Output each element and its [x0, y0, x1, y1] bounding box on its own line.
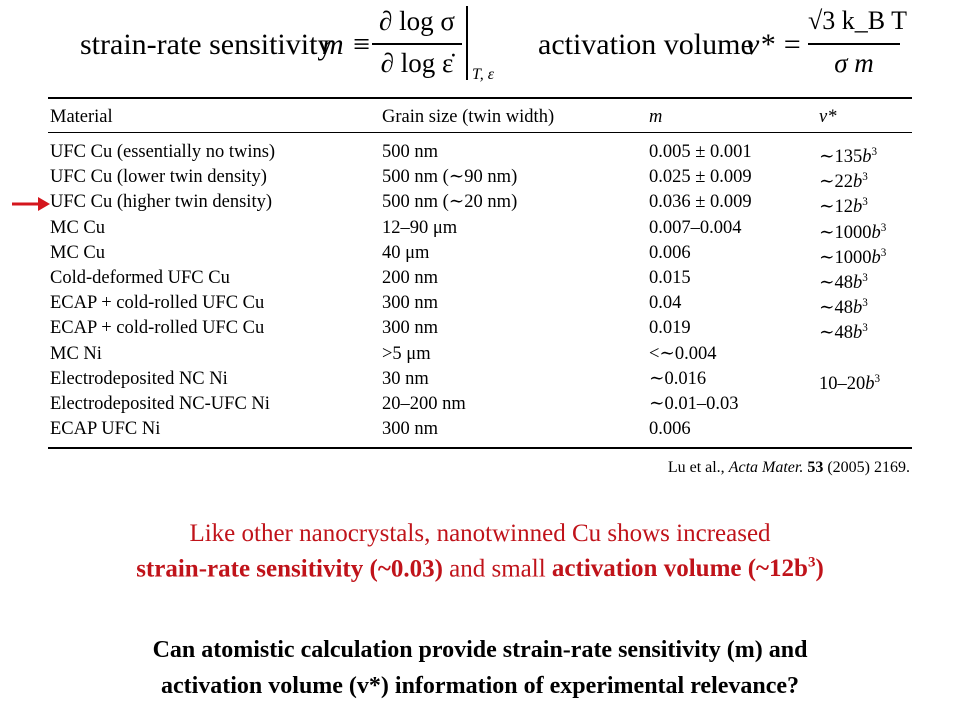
cell-grain-size: 40 μm	[382, 242, 430, 263]
av-numerator: √3 k_B T	[808, 6, 908, 35]
cell-grain-size: 300 nm	[382, 419, 439, 440]
cell-material: Cold-deformed UFC Cu	[50, 267, 230, 288]
question-line-1: Can atomistic calculation provide strain-rate sensitivity (m) and	[152, 637, 808, 663]
citation-authors: Lu et al.,	[667, 459, 725, 476]
header-material: Material	[50, 107, 113, 127]
table-header	[48, 104, 912, 132]
av-denominator: σ m	[834, 48, 874, 78]
srs-symbol: m ≡	[322, 28, 372, 61]
cell-m: 0.019	[649, 318, 691, 339]
table-row	[48, 140, 912, 168]
statement-connector: and small	[442, 555, 552, 583]
citation-rest: (2005) 2169.	[827, 459, 910, 476]
cell-v: $\sim 48b^3$	[819, 297, 868, 319]
citation	[668, 459, 910, 477]
cell-m: 0.006	[649, 419, 691, 440]
cell-material: ECAP + cold-rolled UFC Cu	[50, 318, 265, 339]
arrow-right-icon	[10, 193, 52, 215]
cell-material: ECAP + cold-rolled UFC Cu	[50, 293, 265, 314]
cell-v: $\sim 12b^3$	[819, 196, 868, 218]
table-row	[48, 342, 912, 367]
table-top-rule	[48, 97, 912, 99]
cell-m: 0.036 ± 0.009	[649, 192, 752, 213]
cell-v: $\sim 135b^3$	[819, 146, 878, 168]
av-label: activation volume	[538, 28, 754, 61]
table-row	[48, 190, 912, 218]
cell-m: 0.025 ± 0.009	[649, 167, 752, 188]
cell-v: $\sim 22b^3$	[819, 171, 868, 193]
table-row	[48, 392, 912, 417]
table-body	[48, 140, 912, 442]
cell-material: UFC Cu (higher twin density)	[50, 192, 272, 213]
cell-m: 0.006	[649, 242, 691, 263]
cell-m: 0.015	[649, 267, 691, 288]
statement-av: activation volume $(\sim 12b^3)$	[551, 555, 824, 583]
table-row	[48, 266, 912, 294]
cell-grain-size: 30 nm	[382, 368, 429, 389]
cell-grain-size: 20–200 nm	[382, 393, 466, 414]
cell-material: UFC Cu (lower twin density)	[50, 167, 267, 188]
header-m: m	[649, 107, 663, 127]
av-symbol: v* =	[746, 28, 803, 61]
table-bottom-rule	[48, 447, 912, 449]
cell-material: Electrodeposited NC-UFC Ni	[50, 393, 270, 414]
srs-fraction-bar	[372, 43, 462, 45]
cell-m: <∼0.004	[649, 343, 717, 364]
srs-subscript: T, ε	[472, 66, 495, 83]
cell-grain-size: 300 nm	[382, 293, 439, 314]
cell-material: UFC Cu (essentially no twins)	[50, 142, 276, 162]
table-row	[48, 417, 912, 442]
data-table	[48, 104, 912, 442]
table-row	[48, 241, 912, 266]
statement-line-2	[0, 555, 960, 583]
table-row	[48, 216, 912, 241]
cell-grain-size: 500 nm	[382, 142, 439, 162]
citation-volume: 53	[807, 459, 824, 476]
cell-m: 0.04	[649, 293, 682, 314]
cell-v: $\sim 48b^3$	[819, 322, 868, 344]
statement-line-1: Like other nanocrystals, nanotwinned Cu shows increased	[189, 520, 771, 547]
cell-grain-size: 200 nm	[382, 267, 439, 288]
cell-v: $\sim 48b^3$	[819, 271, 868, 294]
cell-material: ECAP UFC Ni	[50, 419, 161, 440]
srs-evaluation-bar	[466, 6, 468, 80]
cell-m: ∼0.016	[649, 368, 707, 389]
table-row	[48, 291, 912, 319]
cell-material: MC Cu	[50, 242, 106, 263]
cell-material: MC Cu	[50, 217, 106, 238]
cell-m: 0.007–0.004	[649, 217, 742, 238]
av-fraction-bar	[808, 43, 900, 45]
cell-material: MC Ni	[50, 343, 102, 364]
question-line-2: activation volume (v*) information of experimental relevance?	[160, 673, 800, 699]
cell-m: ∼0.01–0.03	[649, 393, 739, 414]
cell-material: Electrodeposited NC Ni	[50, 368, 228, 389]
cell-grain-size: >5 μm	[382, 343, 431, 364]
cell-v: $\sim 1000b^3$	[819, 221, 887, 243]
cell-v: $\sim 1000b^3$	[819, 246, 887, 268]
srs-label: strain-rate sensitivity	[80, 28, 333, 61]
cell-grain-size: 300 nm	[382, 318, 439, 339]
table-row	[48, 367, 912, 392]
table-row	[48, 165, 912, 193]
header-v: v*	[819, 107, 837, 127]
cell-grain-size: 500 nm (∼90 nm)	[382, 167, 518, 188]
table-row	[48, 316, 912, 344]
cell-grain-size: 500 nm (∼20 nm)	[382, 192, 518, 213]
srs-denominator: ∂ log ε̇	[380, 48, 454, 78]
srs-numerator: ∂ log σ	[379, 6, 455, 36]
cell-m: 0.005 ± 0.001	[649, 142, 752, 162]
header-grain-size: Grain size (twin width)	[382, 107, 555, 127]
citation-journal: Acta Mater.	[728, 459, 804, 476]
cell-grain-size: 12–90 μm	[382, 217, 458, 238]
cell-v: $10-20b^3$	[819, 372, 881, 394]
statement-srs: strain-rate sensitivity (~0.03)	[136, 555, 443, 583]
